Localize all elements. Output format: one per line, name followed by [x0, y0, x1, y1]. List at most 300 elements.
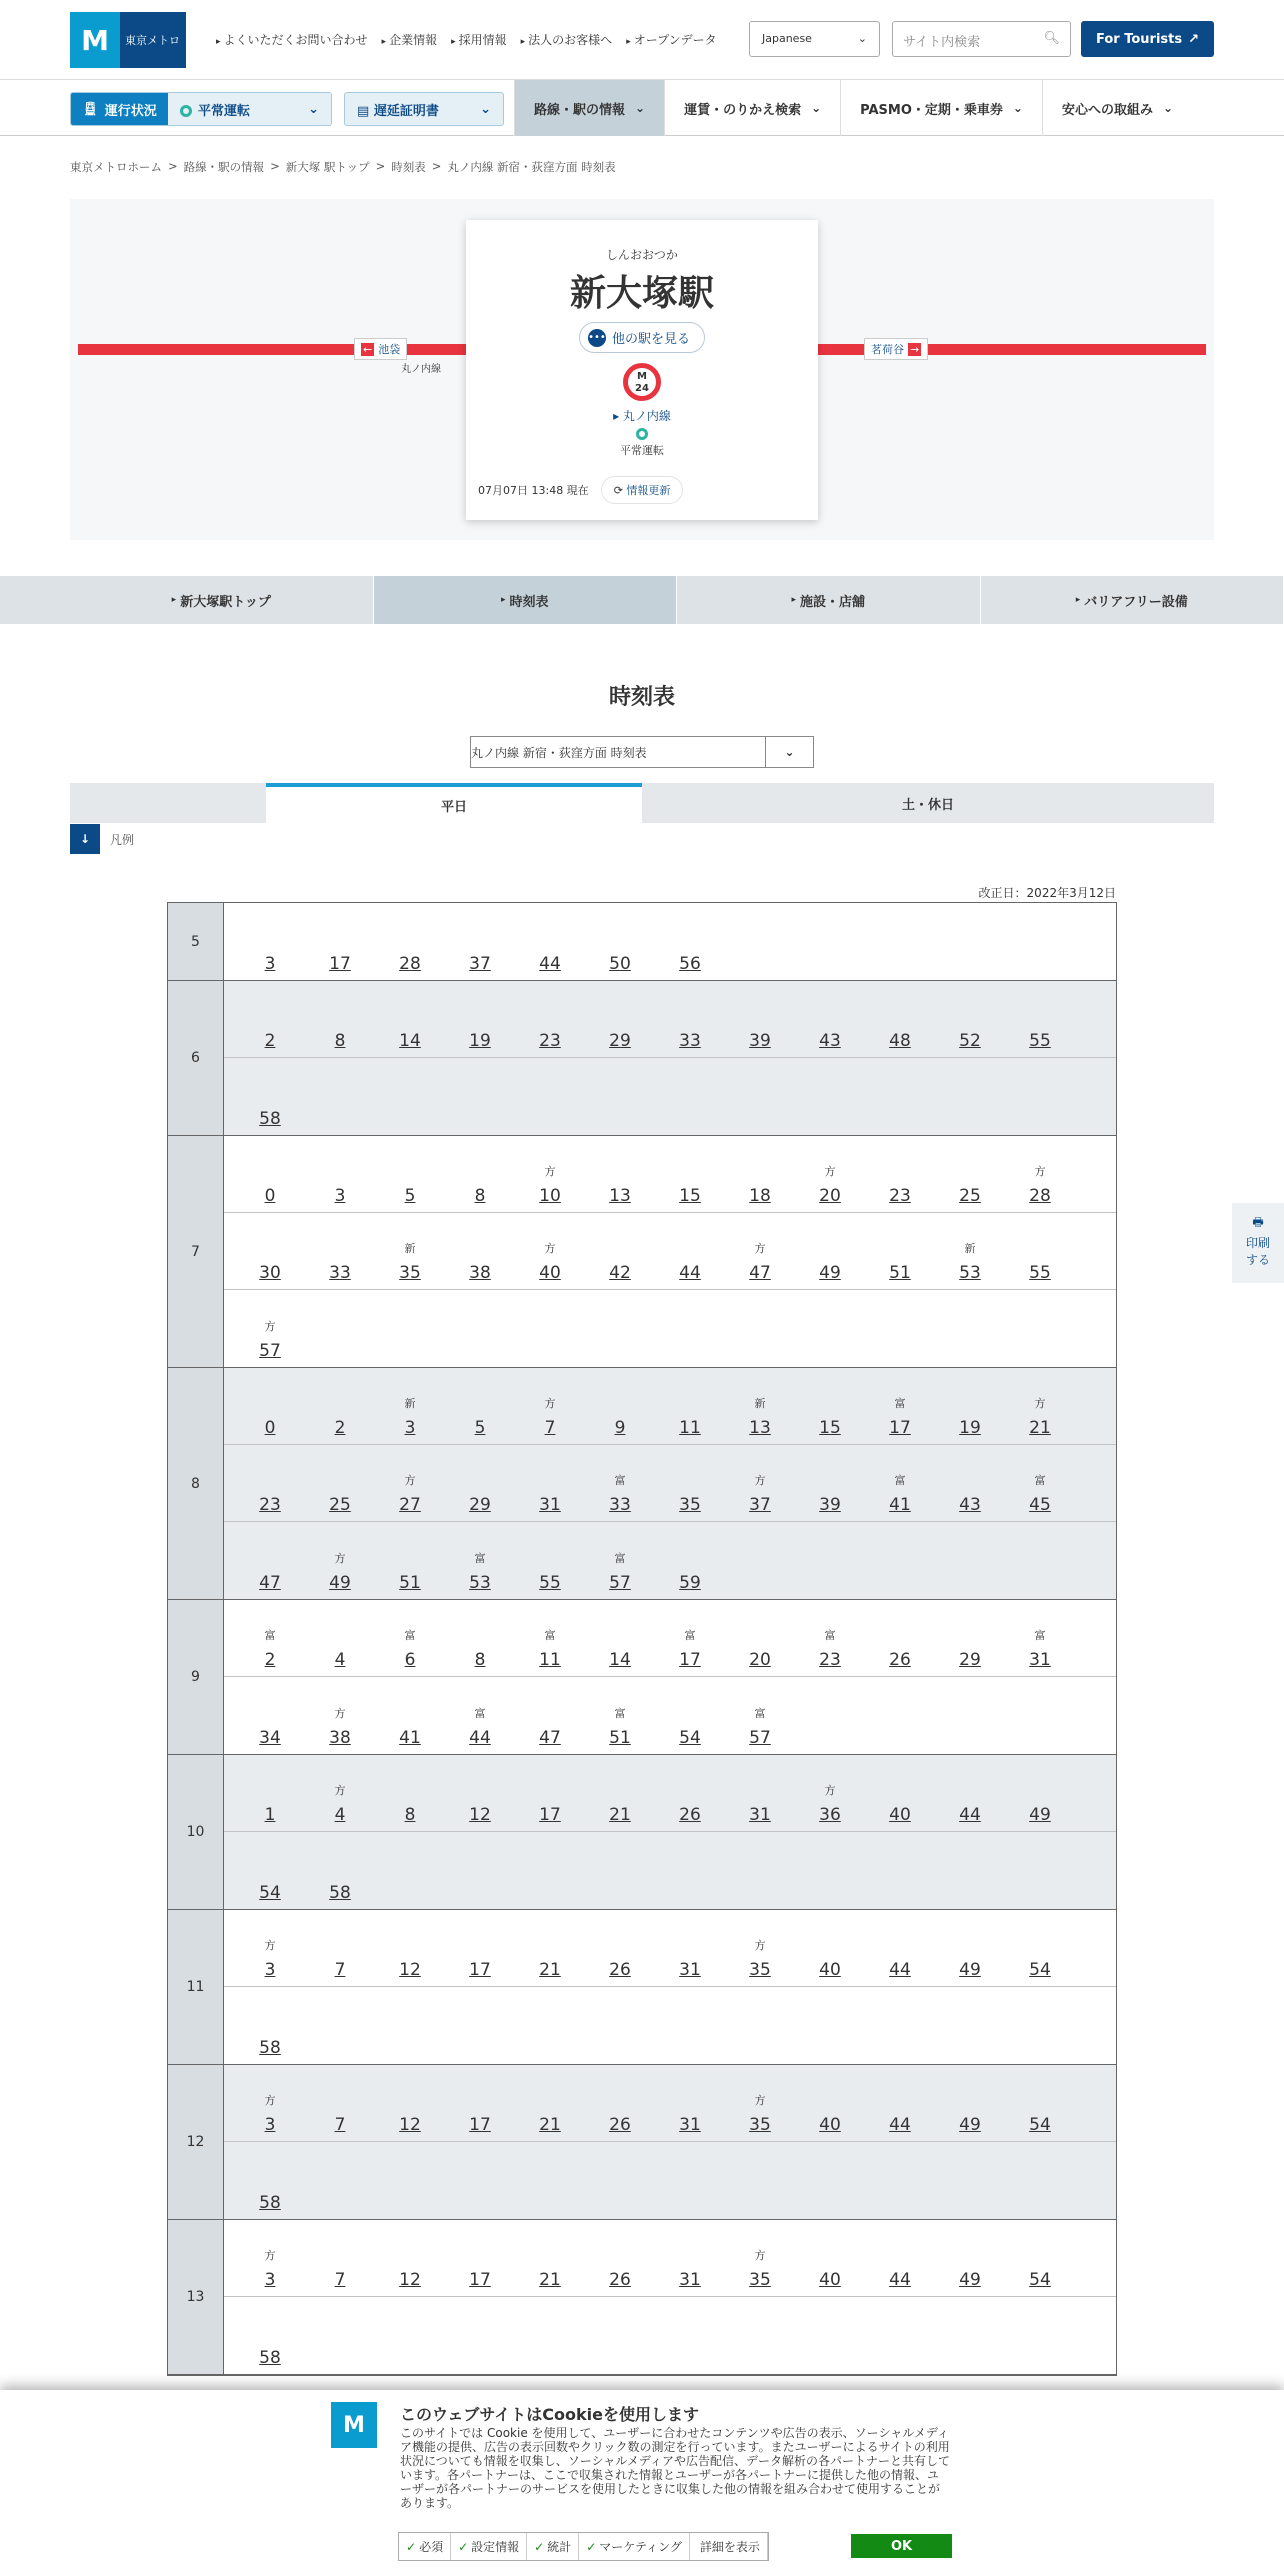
departure-minute[interactable]: 39: [749, 1031, 771, 1051]
departure[interactable]: [515, 1522, 585, 1599]
departure-minute[interactable]: 23: [889, 1186, 911, 1206]
departure-minute[interactable]: 15: [679, 1186, 701, 1206]
departure[interactable]: [585, 1910, 655, 1986]
prev-station-link[interactable]: [354, 338, 407, 360]
cookie-option-marketing[interactable]: ✓ マーケティング: [579, 2533, 690, 2560]
service-status[interactable]: [168, 93, 331, 125]
departure[interactable]: [655, 1136, 725, 1212]
departure-minute[interactable]: 31: [749, 1805, 771, 1825]
departure-minute[interactable]: 35: [749, 2270, 771, 2290]
departure-minute[interactable]: 26: [609, 2270, 631, 2290]
departure-minute[interactable]: 23: [539, 1031, 561, 1051]
departure-minute[interactable]: 17: [469, 2115, 491, 2135]
departure[interactable]: [655, 2220, 725, 2296]
departure-minute[interactable]: 26: [679, 1805, 701, 1825]
opendata-link[interactable]: ▸ オープンデータ: [626, 31, 716, 48]
departure-minute[interactable]: 31: [1029, 1650, 1051, 1670]
departure-minute[interactable]: 44: [679, 1263, 701, 1283]
departure-minute[interactable]: 25: [329, 1495, 351, 1515]
departure-minute[interactable]: 40: [819, 2115, 841, 2135]
departure[interactable]: [375, 1755, 445, 1831]
departure[interactable]: [445, 2065, 515, 2141]
departure[interactable]: [585, 2220, 655, 2296]
departure[interactable]: [235, 1755, 305, 1831]
departure[interactable]: [935, 1600, 1005, 1676]
language-select[interactable]: [749, 21, 880, 57]
departure-minute[interactable]: 7: [544, 1418, 556, 1438]
departure-minute[interactable]: 59: [679, 1573, 701, 1593]
departure[interactable]: [585, 1755, 655, 1831]
departure[interactable]: [445, 1368, 515, 1444]
departure-minute[interactable]: 40: [539, 1263, 561, 1283]
departure-minute[interactable]: 49: [959, 2115, 981, 2135]
departure-minute[interactable]: 33: [679, 1031, 701, 1051]
departure[interactable]: [655, 1445, 725, 1521]
recruit-link[interactable]: ▸ 採用情報: [451, 31, 507, 48]
departure-minute[interactable]: 5: [474, 1418, 486, 1438]
menu-safety[interactable]: 安心への取組み ⌄: [1042, 80, 1192, 136]
departure-minute[interactable]: 35: [399, 1263, 421, 1283]
departure[interactable]: [235, 1213, 305, 1289]
departure-minute[interactable]: 12: [469, 1805, 491, 1825]
departure-minute[interactable]: 0: [264, 1418, 276, 1438]
departure-minute[interactable]: 42: [609, 1263, 631, 1283]
departure-minute[interactable]: 3: [264, 1960, 276, 1980]
departure-minute[interactable]: 33: [329, 1263, 351, 1283]
departure[interactable]: [305, 1755, 375, 1831]
departure-minute[interactable]: 21: [1029, 1418, 1051, 1438]
departure[interactable]: [515, 903, 585, 980]
tab-facilities[interactable]: ▸ 施設・店舗: [677, 576, 981, 624]
departure[interactable]: [375, 1368, 445, 1444]
departure[interactable]: [935, 1213, 1005, 1289]
departure[interactable]: [305, 1600, 375, 1676]
departure-minute[interactable]: 30: [259, 1263, 281, 1283]
departure-minute[interactable]: 40: [819, 1960, 841, 1980]
departure[interactable]: [935, 1136, 1005, 1212]
departure-minute[interactable]: 52: [959, 1031, 981, 1051]
departure-minute[interactable]: 58: [259, 2193, 281, 2213]
departure[interactable]: [585, 1600, 655, 1676]
departure[interactable]: [375, 1522, 445, 1599]
departure-minute[interactable]: 44: [889, 2270, 911, 2290]
departure[interactable]: [725, 1677, 795, 1754]
departure-minute[interactable]: 33: [609, 1495, 631, 1515]
departure-minute[interactable]: 57: [749, 1728, 771, 1748]
departure[interactable]: [935, 1445, 1005, 1521]
tokyo-metro-logo[interactable]: [70, 12, 186, 68]
departure-minute[interactable]: 28: [1029, 1186, 1051, 1206]
corporate-link[interactable]: ▸ 企業情報: [382, 31, 438, 48]
departure[interactable]: [1005, 1213, 1075, 1289]
departure[interactable]: [795, 1213, 865, 1289]
departure-minute[interactable]: 26: [609, 2115, 631, 2135]
departure[interactable]: [445, 1910, 515, 1986]
departure[interactable]: [585, 1677, 655, 1754]
departure[interactable]: [655, 903, 725, 980]
departure-minute[interactable]: 36: [819, 1805, 841, 1825]
departure-minute[interactable]: 47: [749, 1263, 771, 1283]
departure-minute[interactable]: 1: [264, 1805, 276, 1825]
departure[interactable]: [655, 1522, 725, 1599]
departure-minute[interactable]: 43: [819, 1031, 841, 1051]
departure[interactable]: [305, 1832, 375, 1909]
departure[interactable]: [235, 1832, 305, 1909]
departure[interactable]: [795, 1600, 865, 1676]
departure[interactable]: [375, 1136, 445, 1212]
departure[interactable]: [865, 1368, 935, 1444]
departure[interactable]: [585, 1136, 655, 1212]
departure[interactable]: [515, 1677, 585, 1754]
departure[interactable]: [235, 1058, 305, 1135]
departure-minute[interactable]: 44: [959, 1805, 981, 1825]
departure[interactable]: [515, 1445, 585, 1521]
departure-minute[interactable]: 18: [749, 1186, 771, 1206]
departure-minute[interactable]: 31: [679, 2270, 701, 2290]
departure[interactable]: [515, 1910, 585, 1986]
departure[interactable]: [235, 1368, 305, 1444]
departure-minute[interactable]: 44: [539, 954, 561, 974]
cookie-option-statistics[interactable]: ✓ 統計: [527, 2533, 579, 2560]
departure[interactable]: [725, 1600, 795, 1676]
departure-minute[interactable]: 7: [334, 2270, 346, 2290]
departure[interactable]: [1005, 981, 1075, 1057]
departure-minute[interactable]: 53: [469, 1573, 491, 1593]
departure[interactable]: [725, 1445, 795, 1521]
departure-minute[interactable]: 40: [819, 2270, 841, 2290]
departure-minute[interactable]: 49: [959, 1960, 981, 1980]
departure-minute[interactable]: 21: [609, 1805, 631, 1825]
departure[interactable]: [655, 1600, 725, 1676]
departure[interactable]: [445, 981, 515, 1057]
faq-link[interactable]: ▸ よくいただくお問い合わせ: [216, 31, 368, 48]
departure-minute[interactable]: 50: [609, 954, 631, 974]
departure[interactable]: [1005, 1600, 1075, 1676]
departure-minute[interactable]: 54: [1029, 2115, 1051, 2135]
departure[interactable]: [865, 2065, 935, 2141]
departure-minute[interactable]: 0: [264, 1186, 276, 1206]
departure[interactable]: [655, 1213, 725, 1289]
departure[interactable]: [445, 1755, 515, 1831]
departure-minute[interactable]: 11: [539, 1650, 561, 1670]
cookie-option-required[interactable]: ✓ 必須: [399, 2533, 451, 2560]
departure[interactable]: [655, 1755, 725, 1831]
departure-minute[interactable]: 29: [609, 1031, 631, 1051]
departure-minute[interactable]: 55: [1029, 1263, 1051, 1283]
breadcrumb-timetable[interactable]: 時刻表: [391, 160, 426, 174]
departure-minute[interactable]: 5: [404, 1186, 416, 1206]
departure-minute[interactable]: 31: [539, 1495, 561, 1515]
departure-minute[interactable]: 53: [959, 1263, 981, 1283]
departure[interactable]: [865, 1213, 935, 1289]
departure[interactable]: [235, 2297, 305, 2374]
departure[interactable]: [235, 1290, 305, 1367]
departure-minute[interactable]: 8: [404, 1805, 416, 1825]
departure[interactable]: [305, 1445, 375, 1521]
departure-minute[interactable]: 58: [329, 1883, 351, 1903]
departure[interactable]: [515, 1755, 585, 1831]
departure[interactable]: [515, 1136, 585, 1212]
departure[interactable]: [375, 2220, 445, 2296]
departure-minute[interactable]: 49: [819, 1263, 841, 1283]
menu-fare-search[interactable]: 運賃・のりかえ検索 ⌄: [664, 80, 840, 136]
departure[interactable]: [445, 1445, 515, 1521]
departure-minute[interactable]: 12: [399, 2270, 421, 2290]
departure-minute[interactable]: 37: [749, 1495, 771, 1515]
departure[interactable]: [725, 981, 795, 1057]
departure-minute[interactable]: 10: [539, 1186, 561, 1206]
departure-minute[interactable]: 44: [469, 1728, 491, 1748]
tab-weekday[interactable]: 平日: [266, 783, 642, 823]
departure[interactable]: [585, 1368, 655, 1444]
departure-minute[interactable]: 29: [959, 1650, 981, 1670]
departure[interactable]: [1005, 2220, 1075, 2296]
departure-minute[interactable]: 40: [889, 1805, 911, 1825]
cookie-ok-button[interactable]: OK: [851, 2534, 952, 2558]
departure[interactable]: [445, 1522, 515, 1599]
departure[interactable]: [725, 1368, 795, 1444]
departure-minute[interactable]: 3: [334, 1186, 346, 1206]
departure-minute[interactable]: 14: [399, 1031, 421, 1051]
departure[interactable]: [865, 1755, 935, 1831]
departure[interactable]: [1005, 1445, 1075, 1521]
departure[interactable]: [865, 2220, 935, 2296]
departure-minute[interactable]: 23: [819, 1650, 841, 1670]
departure[interactable]: [655, 1677, 725, 1754]
search-input[interactable]: [892, 21, 1071, 57]
departure-minute[interactable]: 31: [679, 1960, 701, 1980]
departure-minute[interactable]: 17: [329, 954, 351, 974]
departure[interactable]: [795, 2220, 865, 2296]
departure[interactable]: [235, 1910, 305, 1986]
departure[interactable]: [585, 1445, 655, 1521]
departure[interactable]: [445, 903, 515, 980]
departure-minute[interactable]: 12: [399, 1960, 421, 1980]
line-link[interactable]: ▸ 丸ノ内線: [613, 409, 671, 423]
breadcrumb-station[interactable]: 新大塚 駅トップ: [285, 160, 370, 174]
departure-minute[interactable]: 23: [259, 1495, 281, 1515]
departure-minute[interactable]: 27: [399, 1495, 421, 1515]
departure[interactable]: [515, 981, 585, 1057]
direction-select[interactable]: [470, 736, 814, 768]
cookie-details-toggle[interactable]: 詳細を表示: [690, 2533, 768, 2560]
departure[interactable]: [445, 1213, 515, 1289]
departure-minute[interactable]: 8: [474, 1186, 486, 1206]
departure-minute[interactable]: 21: [539, 1960, 561, 1980]
departure[interactable]: [305, 1677, 375, 1754]
print-button[interactable]: [1232, 1203, 1284, 1283]
departure-minute[interactable]: 4: [334, 1650, 346, 1670]
departure-minute[interactable]: 28: [399, 954, 421, 974]
departure[interactable]: [1005, 2065, 1075, 2141]
departure[interactable]: [235, 1445, 305, 1521]
departure[interactable]: [935, 1368, 1005, 1444]
departure[interactable]: [655, 2065, 725, 2141]
departure-minute[interactable]: 45: [1029, 1495, 1051, 1515]
departure-minute[interactable]: 9: [614, 1418, 626, 1438]
departure[interactable]: [655, 981, 725, 1057]
departure[interactable]: [375, 1445, 445, 1521]
delay-certificate-button[interactable]: [344, 92, 504, 126]
departure-minute[interactable]: 2: [264, 1650, 276, 1670]
departure[interactable]: [375, 2065, 445, 2141]
departure[interactable]: [305, 1910, 375, 1986]
departure[interactable]: [655, 1368, 725, 1444]
departure[interactable]: [235, 2065, 305, 2141]
departure[interactable]: [1005, 1136, 1075, 1212]
departure-minute[interactable]: 39: [819, 1495, 841, 1515]
departure-minute[interactable]: 55: [539, 1573, 561, 1593]
departure[interactable]: [515, 1368, 585, 1444]
departure[interactable]: [655, 1910, 725, 1986]
business-link[interactable]: ▸ 法人のお客様へ: [521, 31, 613, 48]
departure-minute[interactable]: 17: [679, 1650, 701, 1670]
departure[interactable]: [445, 1136, 515, 1212]
service-status-widget[interactable]: [70, 92, 332, 126]
departure-minute[interactable]: 49: [329, 1573, 351, 1593]
departure[interactable]: [725, 1213, 795, 1289]
departure-minute[interactable]: 29: [469, 1495, 491, 1515]
for-tourists-button[interactable]: [1081, 21, 1214, 57]
other-stations-button[interactable]: [579, 322, 705, 353]
departure[interactable]: [865, 981, 935, 1057]
departure[interactable]: [235, 1600, 305, 1676]
departure[interactable]: [795, 1755, 865, 1831]
departure-minute[interactable]: 15: [819, 1418, 841, 1438]
departure-minute[interactable]: 2: [334, 1418, 346, 1438]
tab-holiday[interactable]: 土・休日: [901, 797, 954, 813]
departure-minute[interactable]: 20: [819, 1186, 841, 1206]
departure-minute[interactable]: 31: [679, 2115, 701, 2135]
departure[interactable]: [935, 1910, 1005, 1986]
departure[interactable]: [935, 2065, 1005, 2141]
departure-minute[interactable]: 7: [334, 1960, 346, 1980]
departure[interactable]: [935, 1755, 1005, 1831]
departure-minute[interactable]: 38: [329, 1728, 351, 1748]
departure-minute[interactable]: 57: [259, 1341, 281, 1361]
departure[interactable]: [305, 903, 375, 980]
departure-minute[interactable]: 8: [474, 1650, 486, 1670]
departure[interactable]: [585, 1213, 655, 1289]
departure-minute[interactable]: 19: [469, 1031, 491, 1051]
departure[interactable]: [1005, 1755, 1075, 1831]
departure-minute[interactable]: 51: [609, 1728, 631, 1748]
departure-minute[interactable]: 47: [259, 1573, 281, 1593]
departure[interactable]: [725, 1755, 795, 1831]
next-station-link[interactable]: [864, 338, 928, 360]
tab-station-top[interactable]: ▸ 新大塚駅トップ: [70, 576, 374, 624]
departure[interactable]: [305, 2065, 375, 2141]
departure-minute[interactable]: 51: [399, 1573, 421, 1593]
departure[interactable]: [235, 1136, 305, 1212]
departure[interactable]: [725, 2065, 795, 2141]
departure-minute[interactable]: 6: [404, 1650, 416, 1670]
departure[interactable]: [865, 1600, 935, 1676]
departure[interactable]: [1005, 1910, 1075, 1986]
departure[interactable]: [375, 1213, 445, 1289]
departure-minute[interactable]: 25: [959, 1186, 981, 1206]
departure[interactable]: [515, 2220, 585, 2296]
departure-minute[interactable]: 3: [264, 2270, 276, 2290]
refresh-button[interactable]: [601, 476, 684, 504]
departure-minute[interactable]: 57: [609, 1573, 631, 1593]
departure-minute[interactable]: 21: [539, 2270, 561, 2290]
departure-minute[interactable]: 2: [264, 1031, 276, 1051]
departure[interactable]: [305, 1213, 375, 1289]
departure[interactable]: [375, 1600, 445, 1676]
departure-minute[interactable]: 7: [334, 2115, 346, 2135]
departure-minute[interactable]: 13: [749, 1418, 771, 1438]
menu-lines-stations[interactable]: 路線・駅の情報 ⌄: [514, 80, 664, 136]
departure-minute[interactable]: 47: [539, 1728, 561, 1748]
departure-minute[interactable]: 17: [469, 1960, 491, 1980]
departure[interactable]: [1005, 1368, 1075, 1444]
departure-minute[interactable]: 54: [1029, 2270, 1051, 2290]
departure-minute[interactable]: 13: [609, 1186, 631, 1206]
departure[interactable]: [515, 2065, 585, 2141]
departure-minute[interactable]: 38: [469, 1263, 491, 1283]
departure[interactable]: [445, 2220, 515, 2296]
departure-minute[interactable]: 34: [259, 1728, 281, 1748]
departure-minute[interactable]: 54: [679, 1728, 701, 1748]
departure-minute[interactable]: 26: [609, 1960, 631, 1980]
search-icon[interactable]: 🔍︎: [1043, 31, 1060, 46]
departure[interactable]: [795, 1136, 865, 1212]
departure-minute[interactable]: 35: [679, 1495, 701, 1515]
departure-minute[interactable]: 20: [749, 1650, 771, 1670]
departure-minute[interactable]: 17: [539, 1805, 561, 1825]
departure-minute[interactable]: 58: [259, 2348, 281, 2368]
departure[interactable]: [725, 1910, 795, 1986]
departure[interactable]: [515, 1213, 585, 1289]
departure-minute[interactable]: 43: [959, 1495, 981, 1515]
departure[interactable]: [795, 1910, 865, 1986]
tab-barrier-free[interactable]: ▸ バリアフリー設備: [981, 576, 1284, 624]
departure-minute[interactable]: 55: [1029, 1031, 1051, 1051]
departure-minute[interactable]: 17: [469, 2270, 491, 2290]
departure[interactable]: [795, 981, 865, 1057]
departure[interactable]: [725, 1136, 795, 1212]
departure[interactable]: [795, 2065, 865, 2141]
departure-minute[interactable]: 58: [259, 1109, 281, 1129]
departure-minute[interactable]: 8: [334, 1031, 346, 1051]
departure-minute[interactable]: 51: [889, 1263, 911, 1283]
departure-minute[interactable]: 3: [264, 954, 276, 974]
departure[interactable]: [235, 903, 305, 980]
breadcrumb-lines[interactable]: 路線・駅の情報: [183, 160, 265, 174]
departure[interactable]: [795, 1368, 865, 1444]
departure[interactable]: [235, 1987, 305, 2064]
departure[interactable]: [935, 2220, 1005, 2296]
departure[interactable]: [235, 1677, 305, 1754]
departure[interactable]: [305, 1368, 375, 1444]
departure[interactable]: [865, 1136, 935, 1212]
departure-minute[interactable]: 54: [1029, 1960, 1051, 1980]
departure-minute[interactable]: 11: [679, 1418, 701, 1438]
departure[interactable]: [375, 903, 445, 980]
departure[interactable]: [235, 2142, 305, 2219]
departure[interactable]: [375, 1910, 445, 1986]
departure-minute[interactable]: 41: [399, 1728, 421, 1748]
departure-minute[interactable]: 17: [889, 1418, 911, 1438]
departure[interactable]: [305, 1136, 375, 1212]
departure[interactable]: [375, 981, 445, 1057]
departure[interactable]: [865, 1445, 935, 1521]
departure-minute[interactable]: 26: [889, 1650, 911, 1670]
departure-minute[interactable]: 14: [609, 1650, 631, 1670]
departure[interactable]: [445, 1677, 515, 1754]
departure[interactable]: [445, 1600, 515, 1676]
